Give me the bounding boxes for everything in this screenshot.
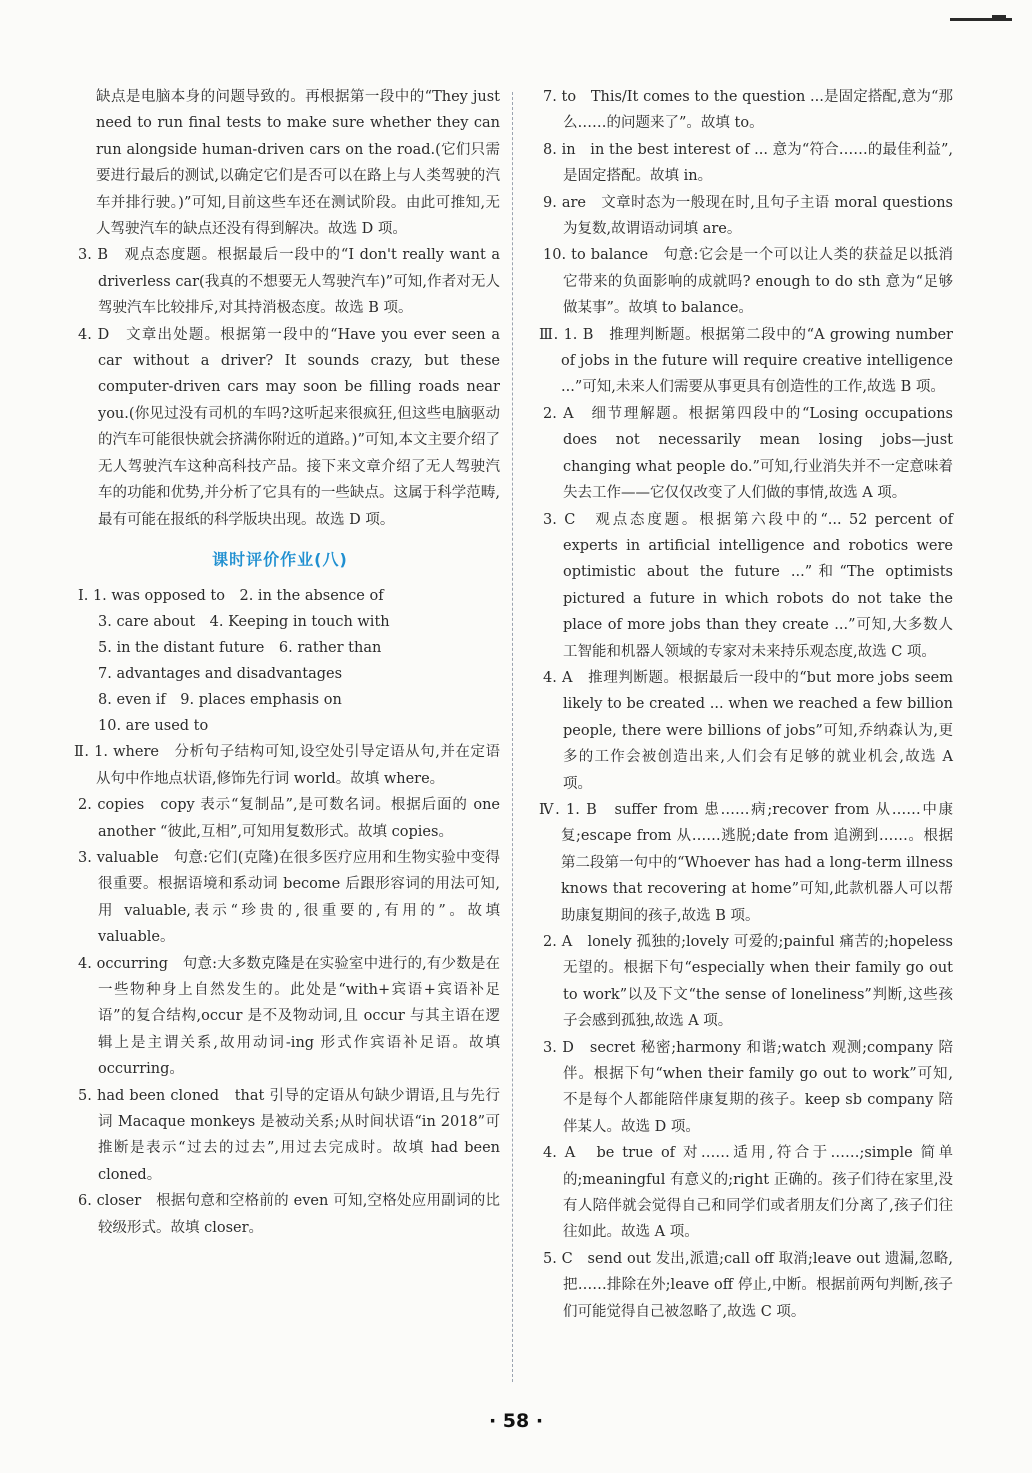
left-column xyxy=(60,84,500,1241)
section-4-item-3: 3. D secret 秘密;harmony 和谐;watch 观测;company 陪伴。根据下句“when their family go out to work”可知,不是每个人都能陪伴康复期的孩子。keep sb company 陪伴某人。故选 D 项。 xyxy=(543,1039,953,1135)
section-2-item-9: 9. are 文章时态为一般现在时,且句子主语 moral questions 为复数,故谓语动词填 are。 xyxy=(543,194,953,238)
answer-item-4: 4. D 文章出处题。根据第一段中的“Have you ever seen a car without a driver? It sounds crazy, but these computer-driven cars may soon be filling roads near you.(你见过没有司机的车吗?这听起来很疯狂,但这些电脑驱动的汽车可能很快就会挤满你附近的道路。)”可知,本文主要介绍了无人驾驶汽车这种高科技产品。接下来文章介绍了无人驾驶汽车的功能和优势,并分析了它具有的一些缺点。这属于科学范畴,最有可能在报纸的科学版块出现。故选 D 项。 xyxy=(78,326,500,528)
section-4-item-4: 4. A be true of 对……适用,符合于……;simple 简单的;meaningful 有意义的;right 正确的。孩子们待在家里,没有人陪伴就会觉得自己和同学们或者朋友们分离了,孩子们往往如此。故选 A 项。 xyxy=(543,1145,953,1241)
answer-item-3: 3. B 观点态度题。根据最后一段中的“I don't really want a driverless car(我真的不想要无人驾驶汽车)”可知,作者对无人驾驶汽车比较排斥,对其持消极态度。故选 B 项。 xyxy=(78,247,500,317)
section-1-list xyxy=(60,583,500,739)
section-4-item-5: 5. C send out 发出,派遣;call off 取消;leave out 遗漏,忽略,把……排除在外;leave off 停止,中断。根据前两句判断,孩子们可能觉得自己被忽略了,故选 C 项。 xyxy=(543,1250,953,1320)
section-3-item-3: 3. C 观点态度题。根据第六段中的“... 52 percent of experts in artificial intelligence and robotics were optimistic about the future ...”和“The optimists pictured a future in which robots do not take the place of more jobs than they create ...”可知,大多数人工智能和机器人领域的专家对未来持乐观态度,故选 C 项。 xyxy=(543,511,953,660)
section-2-item-3: 3. valuable 句意:它们(克隆)在很多医疗应用和生物实验中变得很重要。根据语境和系动词 become 后跟形容词的用法可知,用 valuable,表示“珍贵的,很重要的,有用的”。故填 valuable。 xyxy=(78,849,500,946)
section-2-item-6: 6. closer 根据句意和空格前的 even 可知,空格处应用副词的比较级形式。故填 closer。 xyxy=(78,1193,500,1236)
right-column xyxy=(525,84,953,1325)
section-3-item-4: 4. A 推理判断题。根据最后一段中的“but more jobs seem likely to be created ... when we reached a few billion people, there were billions of jobs”可知,乔纳森认为,更多的工作会被创造出来,人们会有足够的就业机会,故选 A 项。 xyxy=(543,669,953,792)
section-2-item-7: 7. to This/It comes to the question ...是固定搭配,意为“那么……的问题来了”。故填 to。 xyxy=(543,89,953,132)
section-2-item-2: 2. copies copy 表示“复制品”,是可数名词。根据后面的 one another “彼此,互相”,可知用复数形式。故填 copies。 xyxy=(78,797,500,840)
section-3-item-2: 2. A 细节理解题。根据第四段中的“Losing occupations does not necessarily mean losing jobs—just changing what people do.”可知,行业消失并不一定意味着失去工作——它仅仅改变了人们做的事情,故选 A 项。 xyxy=(543,405,954,502)
section-1-line: 10. are used to xyxy=(98,718,209,735)
intro-paragraph: 缺点是电脑本身的问题导致的。再根据第一段中的“They just need to run final tests to make sure whether they can run alongside human-driven cars on the road.(它们只需要进行最后的测试,以确定它们是否可以在路上与人类驾驶的汽车并排行驶。)”可知,目前这些车还在测试阶段。由此可推知,无人驾驶汽车的缺点还没有得到解决。故选 D 项。 xyxy=(96,89,500,238)
section-1-line: 8. even if 9. places emphasis on xyxy=(98,692,342,709)
section-3-item-1: Ⅲ. 1. B 推理判断题。根据第二段中的“A growing number of jobs in the future will require creative intelligence ...”可知,未来人们需要从事更具有创造性的工作,故选 B 项。 xyxy=(539,326,953,396)
section-4-item-1: Ⅳ. 1. B suffer from 患……病;recover from 从……中康复;escape from 从……逃脱;date from 追溯到……。根据第二段第一句中的“Whoever has had a long-term illness knows that recovering at home”可知,此款机器人可以帮助康复期间的孩子,故选 B 项。 xyxy=(539,801,953,924)
section-4-item-2: 2. A lonely 孤独的;lovely 可爱的;painful 痛苦的;hopeless 无望的。根据下句“especially when their family go out to work”以及下文“the sense of loneliness”判断,这些孩子会感到孤独,故选 A 项。 xyxy=(543,934,953,1030)
section-1-line: 3. care about 4. Keeping in touch with xyxy=(98,614,390,631)
section-1-line: 5. in the distant future 6. rather than xyxy=(98,640,382,657)
section-title: 课时评价作业(八) xyxy=(212,549,348,569)
section-2-item-4: 4. occurring 句意:大多数克隆是在实验室中进行的,有少数是在一些物种身上自然发生的。此处是“with+宾语+宾语补足语”的复合结构,occur 是不及物动词,且 occur 与其主语在逻辑上是主谓关系,故用动词-ing 形式作宾语补足语。故填 occurring。 xyxy=(78,955,500,1078)
section-2-item-10: 10. to balance 句意:它会是一个可以让人类的获益足以抵消它带来的负面影响的成就吗? enough to do sth 意为“足够做某事”。故填 to balance。 xyxy=(543,247,953,317)
page-number: · 58 · xyxy=(488,1410,544,1432)
top-decorative-rule-cap xyxy=(992,15,1006,21)
section-2-item-8: 8. in in the best interest of ... 意为“符合……的最佳利益”,是固定搭配。故填 in。 xyxy=(543,141,953,185)
section-1-line: Ⅰ. 1. was opposed to 2. in the absence of xyxy=(78,588,384,605)
section-2-item-5: 5. had been cloned that 引导的定语从句缺少谓语,且与先行词 Macaque monkeys 是被动关系;从时间状语“in 2018”可推断是表示“过去的过去”,用过去完成时。故填 had been cloned。 xyxy=(78,1087,500,1183)
section-1-line: 7. advantages and disadvantages xyxy=(98,666,343,683)
section-2-item-1: Ⅱ. 1. where 分析句子结构可知,设空处引导定语从句,并在定语从句中作地点状语,修饰先行词 world。故填 where。 xyxy=(74,744,500,787)
column-divider xyxy=(512,92,513,1382)
